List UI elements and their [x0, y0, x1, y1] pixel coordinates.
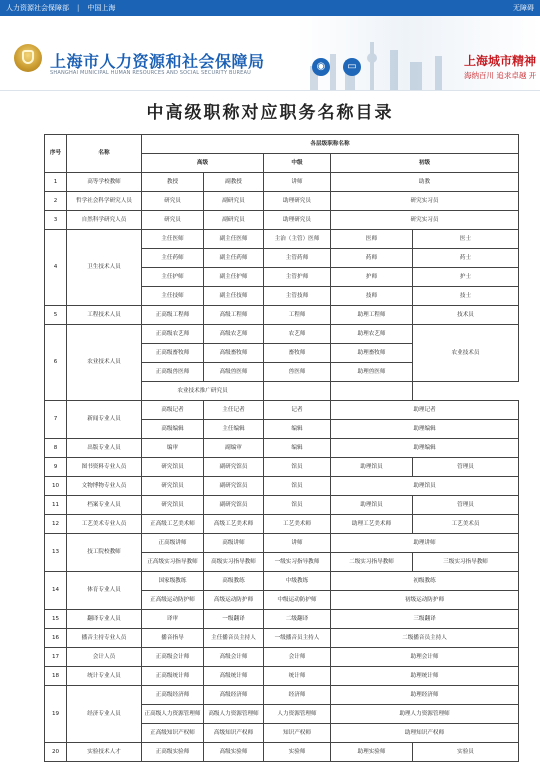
table-cell: 讲师	[264, 534, 331, 553]
table-cell: 研究馆员	[142, 477, 204, 496]
table-row	[45, 192, 519, 211]
row-number: 2	[45, 192, 67, 211]
table-cell: 主治（主管）医师	[264, 230, 331, 249]
profession-name: 高等学校教师	[67, 173, 142, 192]
title-table	[44, 134, 519, 762]
table-cell: 一级播音员主持人	[264, 629, 331, 648]
table-cell: 高级人力资源管理师	[204, 705, 264, 724]
table-cell: 馆员	[264, 458, 331, 477]
profession-name: 工程技术人员	[67, 306, 142, 325]
profession-name: 实验技术人才	[67, 743, 142, 762]
table-cell: 经济师	[264, 686, 331, 705]
table-cell: 编辑	[264, 420, 331, 439]
table-cell: 二级翻译	[264, 610, 331, 629]
table-cell: 助理馆员	[331, 458, 413, 477]
row-number: 9	[45, 458, 67, 477]
table-cell: 高级教练	[204, 572, 264, 591]
table-cell	[331, 382, 413, 401]
table-cell: 正高级会计师	[142, 648, 204, 667]
table-cell: 中级运动防护师	[264, 591, 331, 610]
profession-name: 新闻专业人员	[67, 401, 142, 439]
table-cell: 高级统计师	[204, 667, 264, 686]
table-cell: 高级兽医师	[204, 363, 264, 382]
table-cell: 研究员	[142, 192, 204, 211]
table-cell: 管理员	[413, 458, 519, 477]
row-number: 6	[45, 325, 67, 401]
table-cell: 农业技术推广研究员	[142, 382, 264, 401]
site-title-english: SHANGHAI MUNICIPAL HUMAN RESOURCES AND SOCIAL SECURITY BUREAU	[50, 70, 251, 76]
header-group: 各层级职称名称	[142, 135, 519, 154]
table-cell: 主任播音员主持人	[204, 629, 264, 648]
table-cell: 工艺美术师	[264, 515, 331, 534]
row-number: 16	[45, 629, 67, 648]
table-row	[45, 610, 519, 629]
profession-name: 自然科学研究人员	[67, 211, 142, 230]
profession-name: 图书资料专业人员	[67, 458, 142, 477]
table-cell: 畜牧师	[264, 344, 331, 363]
profession-name: 体育专业人员	[67, 572, 142, 610]
table-cell: 编审	[142, 439, 204, 458]
table-row	[45, 534, 519, 553]
table-row	[45, 667, 519, 686]
mohrss-link[interactable]: 人力资源社会保障部	[6, 4, 69, 12]
table-cell: 正高级工程师	[142, 306, 204, 325]
table-cell: 助理讲师	[331, 534, 519, 553]
row-number: 20	[45, 743, 67, 762]
table-cell: 助理畜牧师	[331, 344, 413, 363]
table-cell: 主管护师	[264, 268, 331, 287]
table-cell: 正高级统计师	[142, 667, 204, 686]
table-row	[45, 629, 519, 648]
table-body	[45, 173, 519, 762]
table-cell: 统计师	[264, 667, 331, 686]
table-cell: 高级畜牧师	[204, 344, 264, 363]
bureau-logo-icon	[14, 44, 42, 72]
profession-name: 会计人员	[67, 648, 142, 667]
table-cell: 正高级经济师	[142, 686, 204, 705]
table-cell: 正高级实验师	[142, 743, 204, 762]
table-cell: 一级实习指导教师	[264, 553, 331, 572]
table-cell: 教授	[142, 173, 204, 192]
row-number: 12	[45, 515, 67, 534]
row-number: 19	[45, 686, 67, 743]
table-cell: 医士	[413, 230, 519, 249]
table-cell: 副教授	[204, 173, 264, 192]
table-cell: 助理工艺美术师	[331, 515, 413, 534]
table-cell: 副主任技师	[204, 287, 264, 306]
row-number: 3	[45, 211, 67, 230]
table-cell: 编辑	[264, 439, 331, 458]
table-row	[45, 743, 519, 762]
table-cell: 助理经济师	[331, 686, 519, 705]
table-cell: 助理兽医师	[331, 363, 413, 382]
table-cell: 助理工程师	[331, 306, 413, 325]
table-cell: 国家级教练	[142, 572, 204, 591]
table-cell: 三级实习指导教师	[413, 553, 519, 572]
table-cell: 高级讲师	[204, 534, 264, 553]
table-cell: 助理人力资源管理师	[331, 705, 519, 724]
table-cell	[264, 382, 331, 401]
table-cell: 播音指导	[142, 629, 204, 648]
table-cell: 高级运动防护师	[204, 591, 264, 610]
table-cell: 馆员	[264, 477, 331, 496]
row-number: 14	[45, 572, 67, 610]
table-cell: 护士	[413, 268, 519, 287]
table-cell: 主任编辑	[204, 420, 264, 439]
china-shanghai-link[interactable]: 中国上海	[87, 4, 116, 12]
table-cell: 初级教练	[331, 572, 519, 591]
table-cell: 知识产权师	[264, 724, 331, 743]
table-cell: 正高级实习指导教师	[142, 553, 204, 572]
table-cell: 医师	[331, 230, 413, 249]
header-mid: 中级	[264, 154, 331, 173]
table-cell: 管理员	[413, 496, 519, 515]
table-cell: 主任技师	[142, 287, 204, 306]
table-cell: 二级实习指导教师	[331, 553, 413, 572]
table-cell: 馆员	[264, 496, 331, 515]
table-row	[45, 572, 519, 591]
table-cell: 会计师	[264, 648, 331, 667]
table-cell: 药师	[331, 249, 413, 268]
slogan-title: 上海城市精神	[464, 54, 537, 68]
header-high: 高级	[142, 154, 264, 173]
table-cell: 高级工艺美术师	[204, 515, 264, 534]
table-cell: 助理农艺师	[331, 325, 413, 344]
row-number: 17	[45, 648, 67, 667]
table-cell: 副研究员	[204, 192, 264, 211]
table-cell: 技术员	[413, 306, 519, 325]
table-cell: 副编审	[204, 439, 264, 458]
table-cell: 副主任药师	[204, 249, 264, 268]
table-cell: 工艺美术员	[413, 515, 519, 534]
profession-name: 统计专业人员	[67, 667, 142, 686]
table-cell: 副研究员	[204, 211, 264, 230]
table-cell: 正高级农艺师	[142, 325, 204, 344]
table-cell: 副研究馆员	[204, 496, 264, 515]
table-cell: 助理会计师	[331, 648, 519, 667]
header-no: 序号	[45, 135, 67, 173]
table-cell: 药士	[413, 249, 519, 268]
table-cell: 正高级讲师	[142, 534, 204, 553]
table-row	[45, 458, 519, 477]
table-cell: 护师	[331, 268, 413, 287]
divider: |	[77, 4, 80, 12]
table-cell: 高级经济师	[204, 686, 264, 705]
slogan-text: 海纳百川 追求卓越 开	[464, 71, 537, 80]
table-cell: 主管药师	[264, 249, 331, 268]
profession-name: 档案专业人员	[67, 496, 142, 515]
profession-name: 工艺美术专业人员	[67, 515, 142, 534]
table-cell: 兽医师	[264, 363, 331, 382]
table-cell: 正高级人力资源管理师	[142, 705, 204, 724]
table-cell: 主任记者	[204, 401, 264, 420]
profession-name: 哲学社会科学研究人员	[67, 192, 142, 211]
table-cell: 研究实习员	[331, 211, 519, 230]
table-cell: 主管技师	[264, 287, 331, 306]
table-cell: 实验师	[264, 743, 331, 762]
table-cell: 讲师	[264, 173, 331, 192]
table-row	[45, 439, 519, 458]
table-cell: 副研究馆员	[204, 477, 264, 496]
table-cell: 助理记者	[331, 401, 519, 420]
table-cell: 主任护师	[142, 268, 204, 287]
table-cell: 助理研究员	[264, 192, 331, 211]
table-cell: 二级播音员主持人	[331, 629, 519, 648]
table-cell: 一级翻译	[204, 610, 264, 629]
table-row	[45, 648, 519, 667]
table-row	[45, 515, 519, 534]
table-row	[45, 306, 519, 325]
table-cell: 正高级知识产权师	[142, 724, 204, 743]
table-cell: 正高级运动防护师	[142, 591, 204, 610]
table-cell: 技师	[331, 287, 413, 306]
table-cell: 工程师	[264, 306, 331, 325]
profession-name: 翻译专业人员	[67, 610, 142, 629]
row-number: 8	[45, 439, 67, 458]
table-cell: 技士	[413, 287, 519, 306]
table-cell: 高级编辑	[142, 420, 204, 439]
top-bar	[0, 0, 540, 16]
row-number: 1	[45, 173, 67, 192]
table-cell: 高级实验师	[204, 743, 264, 762]
table-row	[45, 496, 519, 515]
table-row	[45, 325, 519, 344]
table-cell: 记者	[264, 401, 331, 420]
accessibility-link[interactable]: 无障碍	[513, 4, 534, 12]
table-cell: 副研究馆员	[204, 458, 264, 477]
table-cell: 译审	[142, 610, 204, 629]
table-cell: 人力资源管理师	[264, 705, 331, 724]
table-cell: 助理馆员	[331, 477, 519, 496]
table-cell: 助理编辑	[331, 439, 519, 458]
profession-name: 出版专业人员	[67, 439, 142, 458]
table-cell: 高级实习指导教师	[204, 553, 264, 572]
row-number: 13	[45, 534, 67, 572]
document-title: 中高级职称对应职务名称目录	[146, 103, 394, 123]
table-cell: 研究馆员	[142, 458, 204, 477]
weibo-icon[interactable]: ◉	[312, 58, 330, 76]
table-cell: 助教	[331, 173, 519, 192]
table-cell: 副主任护师	[204, 268, 264, 287]
table-cell: 农艺师	[264, 325, 331, 344]
table-cell: 助理实验师	[331, 743, 413, 762]
table-cell: 农业技术员	[413, 325, 519, 382]
row-number: 4	[45, 230, 67, 306]
profession-name: 经济专业人员	[67, 686, 142, 743]
table-row	[45, 477, 519, 496]
table-row	[45, 173, 519, 192]
header-name: 名称	[67, 135, 142, 173]
profession-name: 卫生技术人员	[67, 230, 142, 306]
table-cell: 研究实习员	[331, 192, 519, 211]
row-number: 15	[45, 610, 67, 629]
table-cell: 副主任医师	[204, 230, 264, 249]
table-cell: 主任医师	[142, 230, 204, 249]
row-number: 10	[45, 477, 67, 496]
profession-name: 播音主持专业人员	[67, 629, 142, 648]
table-cell: 助理编辑	[331, 420, 519, 439]
profession-name: 技工院校教师	[67, 534, 142, 572]
table-cell: 初级运动防护师	[331, 591, 519, 610]
table-cell: 助理馆员	[331, 496, 413, 515]
table-cell: 高级工程师	[204, 306, 264, 325]
site-header	[0, 16, 540, 91]
table-cell: 主任药师	[142, 249, 204, 268]
table-cell: 三级翻译	[331, 610, 519, 629]
site-title[interactable]: 上海市人力资源和社会保障局	[50, 52, 265, 71]
table-cell: 研究员	[142, 211, 204, 230]
table-row	[45, 211, 519, 230]
table-row	[45, 686, 519, 705]
table-cell: 助理研究员	[264, 211, 331, 230]
table-cell: 助理知识产权师	[331, 724, 519, 743]
profession-name: 农业技术人员	[67, 325, 142, 401]
row-number: 7	[45, 401, 67, 439]
table-cell: 助理统计师	[331, 667, 519, 686]
row-number: 5	[45, 306, 67, 325]
table-cell: 中级教练	[264, 572, 331, 591]
table-row	[45, 401, 519, 420]
table-cell: 正高级畜牧师	[142, 344, 204, 363]
table-cell: 实验员	[413, 743, 519, 762]
row-number: 18	[45, 667, 67, 686]
table-cell: 高级农艺师	[204, 325, 264, 344]
table-cell: 正高级兽医师	[142, 363, 204, 382]
table-cell: 高级记者	[142, 401, 204, 420]
profession-name: 文物博物专业人员	[67, 477, 142, 496]
header-low: 初级	[331, 154, 519, 173]
row-number: 11	[45, 496, 67, 515]
table-cell: 研究馆员	[142, 496, 204, 515]
table-cell: 高级会计师	[204, 648, 264, 667]
computer-icon[interactable]: ▭	[343, 58, 361, 76]
table-cell: 正高级工艺美术师	[142, 515, 204, 534]
table-cell: 高级知识产权师	[204, 724, 264, 743]
table-row	[45, 230, 519, 249]
